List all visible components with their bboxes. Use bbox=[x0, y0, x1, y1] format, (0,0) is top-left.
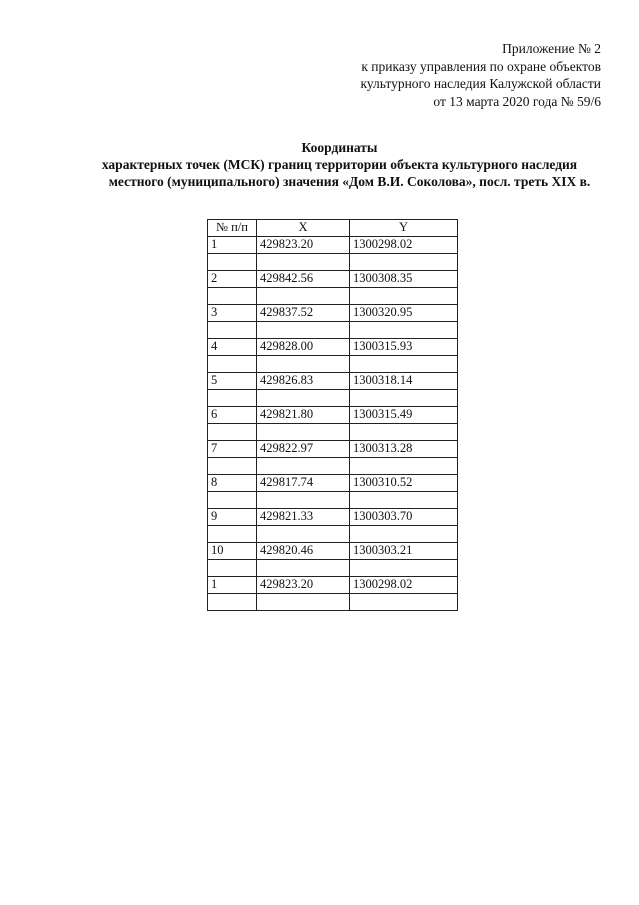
cell-x: 429822.97 bbox=[257, 441, 350, 458]
cell-y: 1300303.21 bbox=[350, 543, 458, 560]
table-spacer-row bbox=[208, 322, 458, 339]
header-y: Y bbox=[350, 220, 458, 237]
annex-line-3: культурного наследия Калужской области bbox=[360, 76, 601, 91]
empty-cell bbox=[350, 288, 458, 305]
document-title bbox=[0, 139, 639, 190]
empty-cell bbox=[208, 526, 257, 543]
table-spacer-row bbox=[208, 594, 458, 611]
cell-number: 4 bbox=[208, 339, 257, 356]
cell-number: 3 bbox=[208, 305, 257, 322]
table-row bbox=[208, 543, 458, 560]
cell-number: 1 bbox=[208, 577, 257, 594]
annex-line-2: к приказу управления по охране объектов bbox=[361, 58, 601, 74]
empty-cell bbox=[350, 254, 458, 271]
cell-x: 429823.20 bbox=[257, 237, 350, 254]
title-line-3: местного (муниципального) значения «Дом В.И. Соколова», посл. треть XIX в. bbox=[108, 174, 591, 189]
empty-cell bbox=[350, 322, 458, 339]
cell-number: 10 bbox=[208, 543, 257, 560]
table-row bbox=[208, 509, 458, 526]
table-spacer-row bbox=[208, 288, 458, 305]
empty-cell bbox=[208, 254, 257, 271]
cell-y: 1300315.93 bbox=[350, 339, 458, 356]
empty-cell bbox=[350, 390, 458, 407]
table-row bbox=[208, 271, 458, 288]
cell-y: 1300298.02 bbox=[350, 237, 458, 254]
empty-cell bbox=[257, 254, 350, 271]
empty-cell bbox=[257, 560, 350, 577]
empty-cell bbox=[350, 458, 458, 475]
cell-number: 7 bbox=[208, 441, 257, 458]
table-body bbox=[208, 237, 458, 611]
table-spacer-row bbox=[208, 526, 458, 543]
cell-y: 1300298.02 bbox=[350, 577, 458, 594]
cell-y: 1300315.49 bbox=[350, 407, 458, 424]
empty-cell bbox=[350, 560, 458, 577]
empty-cell bbox=[208, 492, 257, 509]
cell-x: 429817.74 bbox=[257, 475, 350, 492]
cell-x: 429828.00 bbox=[257, 339, 350, 356]
table-row bbox=[208, 407, 458, 424]
cell-x: 429826.83 bbox=[257, 373, 350, 390]
cell-y: 1300308.35 bbox=[350, 271, 458, 288]
empty-cell bbox=[257, 356, 350, 373]
cell-number: 6 bbox=[208, 407, 257, 424]
table-spacer-row bbox=[208, 390, 458, 407]
header-x: X bbox=[257, 220, 350, 237]
annex-header bbox=[360, 40, 601, 110]
title-line-2: характерных точек (МСК) границ территории объекта культурного наследия bbox=[101, 157, 578, 172]
cell-y: 1300310.52 bbox=[350, 475, 458, 492]
cell-number: 1 bbox=[208, 237, 257, 254]
empty-cell bbox=[350, 594, 458, 611]
table-spacer-row bbox=[208, 458, 458, 475]
table-row bbox=[208, 577, 458, 594]
cell-x: 429820.46 bbox=[257, 543, 350, 560]
cell-x: 429823.20 bbox=[257, 577, 350, 594]
cell-x: 429821.80 bbox=[257, 407, 350, 424]
empty-cell bbox=[257, 390, 350, 407]
table-spacer-row bbox=[208, 356, 458, 373]
table-row bbox=[208, 339, 458, 356]
empty-cell bbox=[208, 322, 257, 339]
annex-line-1: Приложение № 2 bbox=[502, 41, 601, 56]
title-line-1: Координаты bbox=[301, 140, 378, 155]
table-spacer-row bbox=[208, 492, 458, 509]
empty-cell bbox=[208, 424, 257, 441]
empty-cell bbox=[208, 356, 257, 373]
cell-number: 8 bbox=[208, 475, 257, 492]
table-header-row bbox=[208, 220, 458, 237]
cell-number: 2 bbox=[208, 271, 257, 288]
empty-cell bbox=[350, 526, 458, 543]
table-spacer-row bbox=[208, 254, 458, 271]
empty-cell bbox=[257, 526, 350, 543]
cell-y: 1300318.14 bbox=[350, 373, 458, 390]
table-spacer-row bbox=[208, 424, 458, 441]
empty-cell bbox=[208, 594, 257, 611]
cell-x: 429837.52 bbox=[257, 305, 350, 322]
cell-number: 9 bbox=[208, 509, 257, 526]
empty-cell bbox=[257, 288, 350, 305]
table-row bbox=[208, 475, 458, 492]
empty-cell bbox=[208, 390, 257, 407]
empty-cell bbox=[350, 492, 458, 509]
table-row bbox=[208, 373, 458, 390]
table-row bbox=[208, 441, 458, 458]
table-row bbox=[208, 305, 458, 322]
empty-cell bbox=[257, 458, 350, 475]
cell-y: 1300303.70 bbox=[350, 509, 458, 526]
cell-x: 429842.56 bbox=[257, 271, 350, 288]
empty-cell bbox=[350, 424, 458, 441]
table-spacer-row bbox=[208, 560, 458, 577]
empty-cell bbox=[257, 594, 350, 611]
coordinates-table bbox=[207, 219, 458, 611]
table-row bbox=[208, 237, 458, 254]
header-number: № п/п bbox=[208, 220, 257, 237]
cell-y: 1300313.28 bbox=[350, 441, 458, 458]
cell-y: 1300320.95 bbox=[350, 305, 458, 322]
empty-cell bbox=[350, 356, 458, 373]
empty-cell bbox=[257, 322, 350, 339]
cell-x: 429821.33 bbox=[257, 509, 350, 526]
empty-cell bbox=[208, 288, 257, 305]
cell-number: 5 bbox=[208, 373, 257, 390]
empty-cell bbox=[208, 560, 257, 577]
empty-cell bbox=[257, 424, 350, 441]
empty-cell bbox=[257, 492, 350, 509]
annex-line-4: от 13 марта 2020 года № 59/6 bbox=[433, 93, 601, 109]
empty-cell bbox=[208, 458, 257, 475]
